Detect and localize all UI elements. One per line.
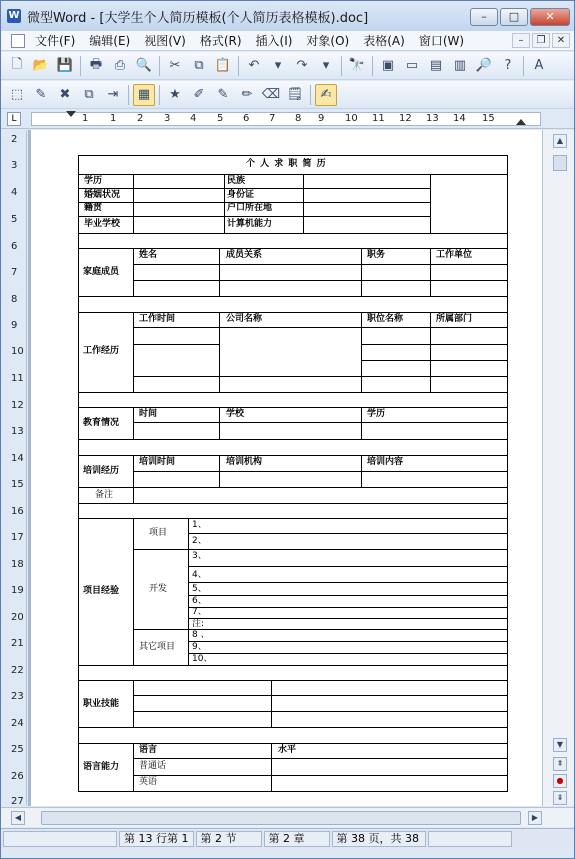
vruler-number: 15 xyxy=(11,479,24,490)
vruler-number: 6 xyxy=(11,241,18,252)
save-icon[interactable]: 💾 xyxy=(56,58,74,73)
project-item: 4、 xyxy=(192,570,207,580)
table-grid-line xyxy=(133,344,219,345)
ruler-number: 2 xyxy=(137,113,144,124)
status-section: 第 2 节 xyxy=(196,831,262,847)
work-header-title: 职位名称 xyxy=(367,314,404,324)
table-grid-line xyxy=(133,680,134,727)
menu-file[interactable]: 文件(F) xyxy=(35,34,76,48)
ruler-number: 7 xyxy=(269,113,276,124)
table-grid-line xyxy=(133,407,134,439)
project-item: 3、 xyxy=(192,551,207,561)
table-grid-line xyxy=(78,312,508,313)
toolbar-separator xyxy=(159,56,160,76)
vruler-number: 4 xyxy=(11,187,18,198)
menu-bar xyxy=(1,31,574,51)
doc-close-button[interactable]: ✕ xyxy=(552,33,570,48)
menu-view[interactable]: 视图(V) xyxy=(144,34,186,48)
project-item: 2、 xyxy=(192,536,207,546)
project-item: 10、 xyxy=(192,654,213,664)
resume-title: 个 人 求 职 简 历 xyxy=(246,159,327,169)
toolbar-separator xyxy=(372,56,373,76)
find-icon[interactable]: 🔭 xyxy=(348,58,366,73)
table-grid-line xyxy=(188,607,508,608)
delete-object-icon[interactable]: ✖ xyxy=(59,87,71,102)
vruler-number: 22 xyxy=(11,665,24,676)
edu-label: 教育情况 xyxy=(83,418,120,428)
table-grid-line xyxy=(78,174,508,175)
standard-toolbar xyxy=(1,52,574,80)
id-card-label: 身份证 xyxy=(227,190,255,200)
ruler-number: 13 xyxy=(426,113,439,124)
toolbar-separator xyxy=(128,85,129,105)
object-properties-icon[interactable]: ▦ xyxy=(133,84,155,106)
ruler-number: 11 xyxy=(372,113,385,124)
horizontal-scrollbar[interactable] xyxy=(1,807,574,827)
menu-edit[interactable]: 编辑(E) xyxy=(89,34,131,48)
table-grid-line xyxy=(133,455,134,503)
ruler-number: 4 xyxy=(190,113,197,124)
vruler-number: 7 xyxy=(11,267,18,278)
table-grid-line xyxy=(78,665,508,666)
family-header-name: 姓名 xyxy=(139,250,158,260)
undo-icon[interactable]: ↶ xyxy=(248,58,260,73)
table-grid-line xyxy=(188,595,508,596)
minimize-button[interactable]: – xyxy=(470,8,498,26)
table-grid-line xyxy=(224,174,225,233)
table-grid-line xyxy=(133,327,508,328)
table-grid-line xyxy=(78,743,508,744)
vruler-number: 9 xyxy=(11,320,18,331)
table-grid-line xyxy=(188,618,508,619)
table-grid-line xyxy=(188,533,508,534)
select-object-icon[interactable]: ⬚ xyxy=(10,87,24,102)
table-grid-line xyxy=(219,407,220,439)
work-label: 工作经历 xyxy=(83,346,120,356)
scroll-left-icon[interactable]: ◀ xyxy=(11,811,25,825)
table-grid-line xyxy=(133,174,134,233)
paste-icon[interactable]: 📋 xyxy=(214,58,232,73)
table-grid-line xyxy=(303,174,304,233)
table-grid-line xyxy=(133,312,134,392)
lang-row-english: 英语 xyxy=(139,777,158,787)
table-grid-line xyxy=(219,248,220,296)
toolbar-separator xyxy=(159,85,160,105)
ruler-number: 10 xyxy=(345,113,358,124)
horizontal-scroll-thumb[interactable] xyxy=(41,811,521,825)
ruler-number: 1 xyxy=(110,113,117,124)
table-grid-line xyxy=(133,711,508,712)
document-area[interactable] xyxy=(28,130,542,806)
print-icon[interactable]: 🖶 xyxy=(89,56,103,72)
marker-green-icon[interactable]: ✐ xyxy=(193,87,205,102)
ruler-strip[interactable] xyxy=(31,112,541,126)
ruler-number: 12 xyxy=(399,113,412,124)
next-page-icon[interactable]: ⇟ xyxy=(553,791,567,805)
redo-icon[interactable]: ↷ xyxy=(296,58,308,73)
table-grid-line xyxy=(188,518,189,665)
help-icon[interactable]: ? xyxy=(504,58,512,73)
table-grid-line xyxy=(78,518,508,519)
copy-object-icon[interactable]: ⧉ xyxy=(84,87,94,102)
select-browse-object-icon[interactable]: ● xyxy=(553,774,567,788)
scroll-down-icon[interactable]: ▼ xyxy=(553,738,567,752)
vruler-number: 14 xyxy=(11,453,24,464)
window-title: 微型Word - [大学生个人简历模板(个人简历表格模板).doc] xyxy=(27,10,369,26)
work-header-company: 公司名称 xyxy=(226,314,263,324)
maximize-button[interactable]: □ xyxy=(500,8,528,26)
household-label: 户口所在地 xyxy=(227,203,273,213)
actual-size-icon[interactable]: ▣ xyxy=(381,58,395,73)
table-grid-line xyxy=(188,653,508,654)
table-grid-line xyxy=(78,727,508,728)
project-note: 注: xyxy=(192,619,205,629)
table-grid-line xyxy=(361,248,362,296)
table-grid-line xyxy=(78,296,508,297)
table-grid-line xyxy=(78,503,508,504)
ruler-number: 14 xyxy=(453,113,466,124)
edu-header-school: 学校 xyxy=(226,409,245,419)
project-item: 8 、 xyxy=(192,630,210,640)
family-header-employer: 工作单位 xyxy=(436,250,473,260)
train-header-org: 培训机构 xyxy=(226,457,263,467)
school-label: 毕业学校 xyxy=(84,219,121,229)
ruler-number: 5 xyxy=(217,113,224,124)
toolbar-separator xyxy=(310,85,311,105)
prev-page-icon[interactable]: ⇞ xyxy=(553,757,567,771)
highlight-icon[interactable]: ★ xyxy=(169,87,181,102)
project-sub-other: 其它项目 xyxy=(139,642,176,652)
family-header-position: 职务 xyxy=(367,250,386,260)
table-grid-line xyxy=(133,518,134,665)
vruler-number: 10 xyxy=(11,346,24,357)
table-grid-line xyxy=(133,264,508,265)
word-app-icon: W xyxy=(8,10,20,21)
vruler-number: 13 xyxy=(11,426,24,437)
doc-restore-button[interactable]: ❐ xyxy=(532,33,550,48)
edu-header-time: 时间 xyxy=(139,409,158,419)
vertical-ruler xyxy=(1,130,27,806)
remark-label: 备注 xyxy=(95,490,114,500)
table-grid-line xyxy=(133,629,508,630)
single-page-icon[interactable]: ▤ xyxy=(429,58,443,73)
table-grid-line xyxy=(361,312,362,392)
print-preview-icon[interactable]: 🔍 xyxy=(135,58,153,73)
project-item: 5、 xyxy=(192,584,207,594)
project-item: 9、 xyxy=(192,642,207,652)
status-extra xyxy=(428,831,512,847)
redo-dropdown-icon[interactable]: ▾ xyxy=(322,58,330,73)
vruler-number: 21 xyxy=(11,638,24,649)
table-grid-line xyxy=(133,248,134,296)
undo-dropdown-icon[interactable]: ▾ xyxy=(274,58,282,73)
lang-header-language: 语言 xyxy=(139,745,158,755)
annotation-mode-icon[interactable]: ✍ xyxy=(315,84,337,106)
right-indent-marker-icon[interactable] xyxy=(516,119,526,125)
table-grid-line xyxy=(361,455,362,487)
marker-yellow-icon[interactable]: ✎ xyxy=(217,87,229,102)
computer-skill-label: 计算机能力 xyxy=(227,219,273,229)
table-grid-line xyxy=(78,407,508,408)
document-page[interactable] xyxy=(31,130,542,806)
toolbar-separator xyxy=(523,56,524,76)
title-bar xyxy=(1,1,574,31)
vruler-number: 17 xyxy=(11,532,24,543)
toolbar-separator xyxy=(238,56,239,76)
table-grid-line xyxy=(78,680,508,681)
menu-window[interactable]: 窗口(W) xyxy=(418,34,465,48)
vruler-number: 16 xyxy=(11,506,24,517)
table-grid-line xyxy=(219,455,220,487)
toolbar-separator xyxy=(341,56,342,76)
menu-format[interactable]: 格式(R) xyxy=(199,34,242,48)
family-header-relation: 成员关系 xyxy=(226,250,263,260)
education-label: 学历 xyxy=(84,176,103,186)
status-page: 第 38 页，共 38 xyxy=(332,831,426,847)
train-label: 培训经历 xyxy=(83,466,120,476)
vertical-scrollbar[interactable] xyxy=(542,130,574,806)
ruler-number: 15 xyxy=(482,113,495,124)
eraser-icon[interactable]: ⌫ xyxy=(261,87,281,102)
table-grid-line xyxy=(219,312,220,392)
table-grid-line xyxy=(78,487,508,488)
object-toolbar xyxy=(1,81,574,109)
menu-insert[interactable]: 插入(I) xyxy=(255,34,293,48)
table-grid-line xyxy=(133,471,508,472)
table-grid-line xyxy=(133,280,508,281)
vruler-number: 20 xyxy=(11,612,24,623)
project-item: 7、 xyxy=(192,607,207,617)
table-grid-line xyxy=(430,174,431,233)
table-grid-line xyxy=(78,439,508,440)
vruler-number: 24 xyxy=(11,718,24,729)
open-folder-icon[interactable]: 📂 xyxy=(32,58,50,73)
work-header-time: 工作时间 xyxy=(139,314,176,324)
vruler-number: 8 xyxy=(11,294,18,305)
project-item: 6、 xyxy=(192,596,207,606)
menu-object[interactable]: 对象(O) xyxy=(306,34,350,48)
scroll-thumb[interactable] xyxy=(553,155,567,171)
lang-row-mandarin: 普通话 xyxy=(139,761,167,771)
table-grid-line xyxy=(133,549,508,550)
table-grid-line xyxy=(133,775,508,776)
table-grid-line xyxy=(133,422,508,423)
native-place-label: 籍贯 xyxy=(84,203,103,213)
ethnicity-label: 民族 xyxy=(227,176,246,186)
status-empty xyxy=(3,831,117,847)
table-grid-line xyxy=(133,743,134,792)
table-grid-line xyxy=(430,312,431,392)
scroll-right-icon[interactable]: ▶ xyxy=(528,811,542,825)
vruler-number: 11 xyxy=(11,373,24,384)
zoom-icon[interactable]: 🔎 xyxy=(475,58,493,73)
vruler-number: 25 xyxy=(11,744,24,755)
lang-header-level: 水平 xyxy=(278,745,297,755)
vruler-number: 18 xyxy=(11,559,24,570)
lang-label: 语言能力 xyxy=(83,762,120,772)
table-grid-line xyxy=(78,188,430,189)
scroll-up-icon[interactable]: ▲ xyxy=(553,134,567,148)
vruler-number: 2 xyxy=(11,134,18,145)
two-pages-icon[interactable]: ▥ xyxy=(453,58,467,73)
move-object-icon[interactable]: ⇥ xyxy=(107,87,119,102)
copy-icon[interactable]: ⧉ xyxy=(194,58,204,73)
table-grid-line xyxy=(361,360,508,361)
status-chapter: 第 2 章 xyxy=(264,831,330,847)
edit-object-icon[interactable]: ✎ xyxy=(35,87,47,102)
document-icon[interactable] xyxy=(11,34,25,48)
table-grid-line xyxy=(78,392,508,393)
new-document-icon[interactable]: 🗋 xyxy=(11,56,23,72)
table-grid-line xyxy=(133,695,508,696)
cut-icon[interactable]: ✂ xyxy=(169,58,181,73)
project-sub-dev: 开发 xyxy=(149,584,168,594)
table-grid-line xyxy=(188,582,508,583)
close-button[interactable]: ✕ xyxy=(530,8,570,26)
family-label: 家庭成员 xyxy=(83,267,120,277)
pdf-icon[interactable]: ⎙ xyxy=(114,58,126,73)
menu-table[interactable]: 表格(A) xyxy=(363,34,405,48)
status-line-col: 第 13 行第 1 xyxy=(119,831,194,847)
table-grid-line xyxy=(133,758,508,759)
vruler-number: 23 xyxy=(11,691,24,702)
table-grid-line xyxy=(361,344,508,345)
vruler-number: 27 xyxy=(11,796,24,807)
table-grid-line xyxy=(78,216,430,217)
table-grid-line xyxy=(188,641,508,642)
vruler-number: 12 xyxy=(11,400,24,411)
edu-header-degree: 学历 xyxy=(367,409,386,419)
table-grid-line xyxy=(430,248,431,296)
table-grid-line xyxy=(361,407,362,439)
table-grid-line xyxy=(188,566,508,567)
vruler-number: 3 xyxy=(11,160,18,171)
status-bar xyxy=(1,828,574,849)
project-sub-project: 项目 xyxy=(149,528,168,538)
vruler-number: 5 xyxy=(11,214,18,225)
ruler-number: 1 xyxy=(82,113,89,124)
ruler-number: 8 xyxy=(295,113,302,124)
marital-status-label: 婚姻状况 xyxy=(84,190,121,200)
ruler-number: 9 xyxy=(318,113,325,124)
toolbar-separator xyxy=(80,56,81,76)
marker-gray-icon[interactable]: ✏ xyxy=(241,87,253,102)
table-grid-line xyxy=(271,743,272,792)
project-item: 1、 xyxy=(192,520,207,530)
indent-marker-icon[interactable] xyxy=(66,111,76,117)
table-grid-line xyxy=(78,248,508,249)
vruler-number: 26 xyxy=(11,771,24,782)
page-width-icon[interactable]: ▭ xyxy=(405,58,419,73)
work-header-dept: 所属部门 xyxy=(436,314,473,324)
table-grid-line xyxy=(78,455,508,456)
ruler-number: 3 xyxy=(164,113,171,124)
project-label: 项目经验 xyxy=(83,586,120,596)
tab-stop-selector[interactable]: L xyxy=(7,112,21,126)
train-header-content: 培训内容 xyxy=(367,457,404,467)
table-grid-line xyxy=(133,376,508,377)
note-icon[interactable]: 🗒 xyxy=(286,87,304,102)
horizontal-ruler xyxy=(1,109,574,129)
train-header-time: 培训时间 xyxy=(139,457,176,467)
font-color-icon[interactable]: A xyxy=(534,58,544,73)
table-grid-line xyxy=(78,233,508,234)
vruler-number: 19 xyxy=(11,585,24,596)
ruler-number: 6 xyxy=(243,113,250,124)
skill-label: 职业技能 xyxy=(83,699,120,709)
table-grid-line xyxy=(271,680,272,727)
doc-minimize-button[interactable]: – xyxy=(512,33,530,48)
